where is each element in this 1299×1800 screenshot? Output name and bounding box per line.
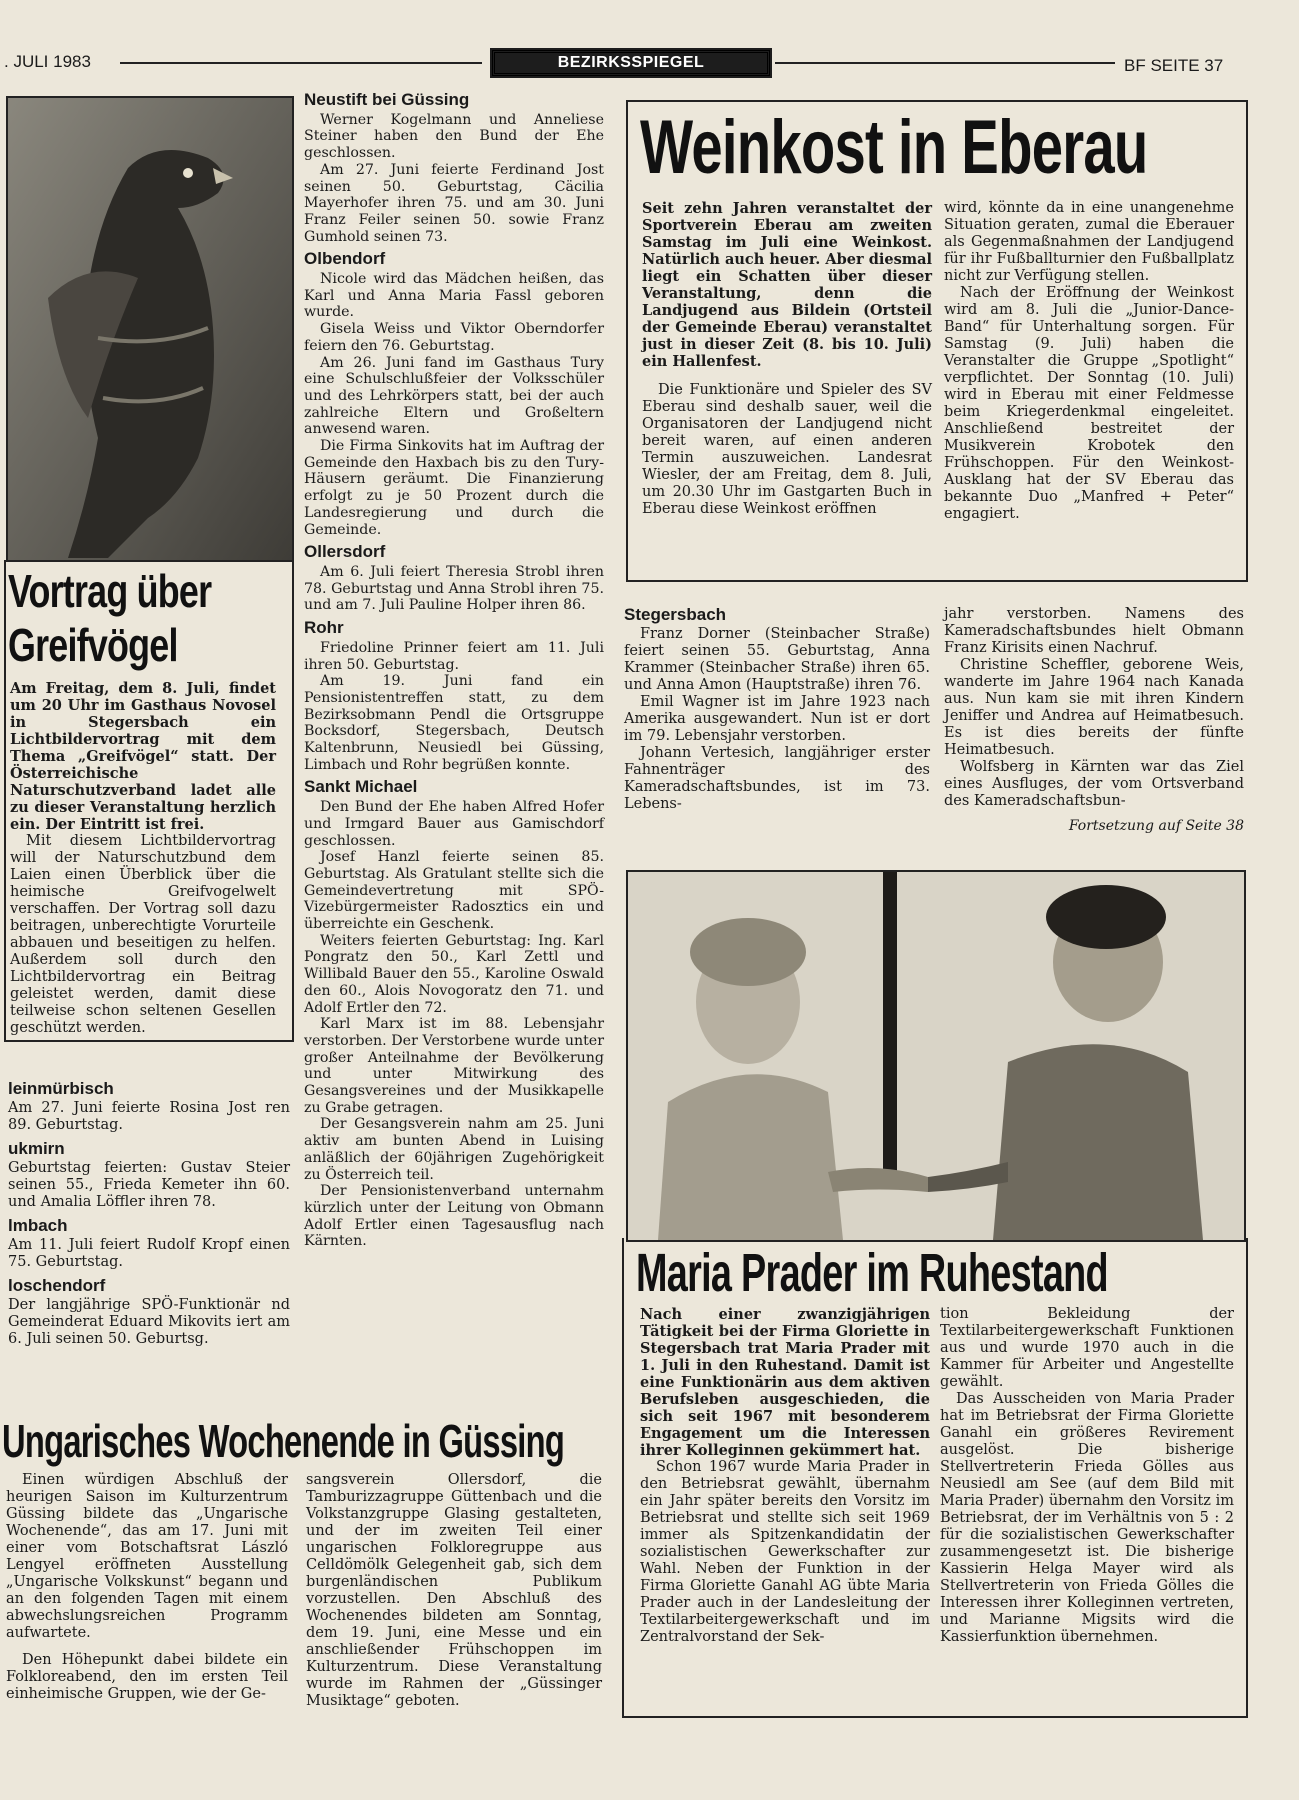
issue-date: . JULI 1983 [4, 52, 91, 71]
mid-loc-rohr: Rohr [304, 618, 344, 638]
mid-para: Gisela Weiss und Viktor Oberndorfer feiern den 76. Geburtstag. [304, 321, 604, 354]
two-women-handshake-icon [628, 872, 1244, 1240]
mid-para: Josef Hanzl feierte seinen 85. Geburtstag. Als Gratulant stellte sich die Gemeindevertretung mit SPÖ-Vizebürgermeister Radosztics ein und überreichte ein Geschenk. [304, 849, 604, 933]
prader-photo [626, 870, 1246, 1242]
left-text-2: Geburtstag feierten: Gustav Steier seinen 55., Frieda Kemeter ihn 60. und Amalia Löffler ihren 78. [8, 1160, 290, 1210]
ungarisch-p3: sangsverein Ollersdorf, die Tamburizzagruppe Güttenbach und die Volkstanzgruppe Glasing gestalteten, und der im zweiten Teil einer ungarischen Folkloregruppe aus Celldömölk Gelegenheit gab, sich dem burgenländischen Publikum vorzustellen. Den Abschluß des Wochenendes bildeten am Sonntag, dem 19. Juni, eine Messe und ein anschließender Frühschoppen im Kulturzentrum. Diese Veranstaltung wurde im Rahmen der „Güssinger Musiktage“ geboten. [306, 1472, 602, 1709]
mid-para: Nicole wird das Mädchen heißen, das Karl und Anna Maria Fassl geboren wurde. [304, 271, 604, 321]
left-short-notes [8, 1074, 290, 1348]
stegersbach-loc: Stegersbach [624, 605, 727, 624]
ungarisch-p1: Einen würdigen Abschluß der heurigen Saison im Kulturzentrum Güssing bildete das „Ungarische Wochenende“, das am 17. Juni mit einer vom Botschaftsrat László Lengyel eröffneten Ausstellung „Ungarische Volkskunst“ begann und an den folgenden Tagen mit einem abwechslungsreichen Programm aufwartete. [6, 1472, 288, 1641]
stegersbach-col-1 [624, 606, 930, 813]
ungarisch-headline: Ungarisches Wochenende in Güssing [2, 1415, 565, 1467]
ungarisch-col-1 [6, 1472, 288, 1703]
weinkost-col-2 [944, 200, 1234, 523]
prader-col-2 [940, 1306, 1234, 1646]
left-loc-1: leinmürbisch [8, 1079, 114, 1098]
mid-loc-sankt-michael: Sankt Michael [304, 777, 418, 797]
vortrag-text [10, 680, 276, 1037]
vortrag-headline-1: Vortrag über [8, 565, 212, 617]
weinkost-p2: wird, könnte da in eine unangenehme Situation geraten, zumal die Eberauer als Gegenmaßnahmen der Landjugend für ihr Fußballturnier den Fußballplatz nicht zur Verfügung stellen. [944, 200, 1234, 284]
weinkost-p3: Nach der Eröffnung der Weinkost wird am 8. Juli die „Junior-Dance-Band“ für Unterhaltung sorgen. Für Samstag (9. Juli) haben die Veranstalter die Gruppe „Spotlight“ verpflichtet. Der Sonntag (10. Juli) wird in Eberau mit einer Feldmesse beim Kriegerdenkmal eingeleitet. Anschließend bestreitet der Musikverein Krobotek den Frühschoppen. Für den Weinkost-Ausklang hat der SV Eberau das bekannte Duo „Manfred + Peter“ engagiert. [944, 285, 1234, 522]
left-text-1: Am 27. Juni feierte Rosina Jost ren 89. Geburtstag. [8, 1100, 290, 1133]
left-text-4: Der langjährige SPÖ-Funktionär nd Gemeinderat Eduard Mikovits iert am 6. Juli seinen 50. Geburtsg. [8, 1297, 290, 1347]
mid-para: Friedoline Prinner feiert am 11. Juli ihren 50. Geburtstag. [304, 639, 604, 673]
mid-para: Am 26. Juni fand im Gasthaus Tury eine Schulschlußfeier der Volksschüler und des Lehrkörpers statt, bei der auch zahlreiche Eltern und Großeltern anwesend waren. [304, 354, 604, 438]
left-loc-2: ukmirn [8, 1139, 65, 1158]
vortrag-headline-2: Greifvögel [8, 619, 178, 671]
ungarisch-col-2 [306, 1472, 602, 1710]
mid-para: Werner Kogelmann und Anneliese Steiner haben den Bund der Ehe geschlossen. [304, 111, 604, 162]
prader-lead: Nach einer zwanzigjährigen Tätigkeit bei der Firma Gloriette in Stegersbach trat Maria Prader mit 1. Juli in den Ruhestand. Damit ist eine Funktionärin aus dem aktiven Berufsleben ausgeschieden, die sich seit 1967 mit besonderem Engagement um die Interessen ihrer Kolleginnen gekümmert hat. [640, 1306, 930, 1459]
section-title: BEZIRKSSPIEGEL [492, 50, 770, 76]
weinkost-col-1 [642, 200, 932, 518]
left-loc-4: loschendorf [8, 1276, 106, 1295]
mid-para: Am 27. Juni feierte Ferdinand Jost seinen 50. Geburtstag, Cäcilia Mayerhofer ihren 75. und am 30. Juni Franz Feiler seinen 50. sowie Franz Gumhold seinen 73. [304, 161, 604, 245]
stegersbach-col-2 [944, 606, 1244, 835]
mid-para: Am 19. Juni fand ein Pensionistentreffen statt, zu dem Bezirksobmann Pendl die Ortsgruppe Bocksdorf, Stegersbach, Deutsch Kaltenbrunn, Neusiedl bei Güssing, Limbach und Rohr begrüßen konnte. [304, 673, 604, 773]
prader-headline: Maria Prader im Ruhestand [636, 1243, 1108, 1303]
mid-para: Der Pensionistenverband unternahm kürzlich unter der Leitung von Obmann Adolf Ertler einen Tagesausflug nach Kärnten. [304, 1183, 604, 1250]
mid-loc-ollersdorf: Ollersdorf [304, 542, 386, 562]
stegersbach-p2: Emil Wagner ist im Jahre 1923 nach Amerika ausgewandert. Nun ist er dort im 79. Lebensjahr verstorben. [624, 694, 930, 744]
mid-para: Die Firma Sinkovits hat im Auftrag der Gemeinde den Haxbach bis zu den Tury-Häusern geräumt. Die Finanzierung erfolgt zu je 50 Prozent durch die Landesregierung und durch die Gemeinde. [304, 438, 604, 538]
mid-para: Karl Marx ist im 88. Lebensjahr verstorben. Der Verstorbene wurde unter großer Anteilnahme der Bevölkerung und unter Mitwirkung des Gesangsvereines und der Musikkapelle zu Grabe getragen. [304, 1016, 604, 1116]
continuation-note: Fortsetzung auf Seite 38 [1068, 818, 1244, 834]
prader-p2: tion Bekleidung der Textilarbeitergewerkschaft Funktionen aus und wurde 1970 auch in die Kammer für Arbeiter und Angestellte gewählt. [940, 1306, 1234, 1390]
bird-of-prey-icon [8, 98, 292, 560]
mid-para: Am 6. Juli feiert Theresia Strobl ihren 78. Geburtstag und Anna Strobl ihren 75. und am 7. Juli Pauline Holper ihren 86. [304, 563, 604, 614]
header-rule-right [775, 62, 1115, 64]
page-number: BF SEITE 37 [1124, 56, 1224, 75]
stegersbach-p6: Wolfsberg in Kärnten war das Ziel eines Ausfluges, der vom Ortsverband des Kameradschaftsbun- [944, 759, 1244, 809]
weinkost-lead: Seit zehn Jahren veranstaltet der Sportverein Eberau am zweiten Samstag im Juli eine Weinkost. Natürlich auch heuer. Aber diesmal liegt ein Schatten über dieser Veranstaltung, denn die Landjugend aus Bildein (Ortsteil der Gemeinde Eberau) veranstaltet just in dieser Zeit (8. bis 10. Juli) ein Hallenfest. [642, 200, 932, 370]
vortrag-body: Mit diesem Lichtbildervortrag will der Naturschutzbund dem Laien einen Überblick über die heimische Greifvogelwelt verschaffen. Der Vortrag soll dazu beitragen, unberechtigte Vorurteile abbauen und beseitigen zu helfen. Außerdem soll durch den Lichtbildervortrag ein Beitrag geleistet werden, damit diese teilweise schon seltenen Gesellen geschützt werden. [10, 833, 276, 1036]
vortrag-intro: Am Freitag, dem 8. Juli, findet um 20 Uhr im Gasthaus Novosel in Stegersbach ein Lichtbildervortrag mit dem Thema „Greifvögel“ statt. Der Österreichische Naturschutzverband ladet alle zu dieser Veranstaltung herzlich ein. Der Eintritt ist frei. [10, 680, 276, 833]
stegersbach-p5: Christine Scheffler, geborene Weis, wanderte im Jahre 1964 nach Kanada aus. Nun kam sie mit ihren Kindern Jeniffer und Andrea auf Heimatbesuch. Es ist dies bereits der fünfte Heimatbesuch. [944, 657, 1244, 758]
mid-para: Der Gesangsverein nahm am 25. Juni aktiv am bunten Abend in Luising anläßlich der 60jährigen Zugehörigkeit zu Österreich teil. [304, 1116, 604, 1183]
ungarisch-p2: Den Höhepunkt dabei bildete ein Folkloreabend, den im ersten Teil einheimische Gruppen, wie der Ge- [6, 1652, 288, 1702]
stegersbach-p4: jahr verstorben. Namens des Kameradschaftsbundes hielt Obmann Franz Kirisits einen Nachruf. [944, 606, 1244, 656]
left-loc-3: lmbach [8, 1216, 68, 1235]
prader-col-1 [640, 1306, 930, 1646]
stegersbach-p3: Johann Vertesich, langjähriger erster Fahnenträger des Kameradschaftsbundes, ist im 73. Lebens- [624, 745, 930, 812]
bird-photo [6, 96, 294, 562]
mid-loc-neustift: Neustift bei Güssing [304, 90, 470, 109]
stegersbach-p1: Franz Dorner (Steinbacher Straße) feiert seinen 55. Geburtstag, Anna Krammer (Steinbacher Straße) ihren 65. und Anna Amon (Hauptstraße) ihren 76. [624, 626, 930, 693]
header-rule-left [120, 62, 482, 64]
mid-para: Weiters feierten Geburtstag: Ing. Karl Pongratz den 50., Karl Zettl und Willibald Bauer den 55., Karoline Oswald den 60., Alois Novogoratz den 71. und Adolf Ertler den 72. [304, 932, 604, 1016]
left-text-3: Am 11. Juli feiert Rudolf Kropf einen 75. Geburtstag. [8, 1237, 290, 1270]
weinkost-headline: Weinkost in Eberau [640, 105, 1148, 190]
prader-p3: Das Ausscheiden von Maria Prader hat im Betriebsrat der Firma Gloriette Ganahl ein größeres Revirement ausgelöst. Die bisherige Stellvertreterin Frieda Gölles aus Neusiedl am See (auf dem Bild mit Maria Prader) übernahm den Vorsitz im Betriebsrat, der im Verhältnis von 5 : 2 für die sozialistischen Gewerkschafter zusammengesetzt ist. Die bisherige Kassierin Helga Mayer wird als Stellvertreterin von Frieda Gölles die Interessen ihrer Kolleginnen vertreten, und Marianne Migsits wird die Kassierfunktion übernehmen. [940, 1391, 1234, 1645]
middle-column [304, 92, 604, 1250]
mid-loc-olbendorf: Olbendorf [304, 249, 386, 269]
prader-p1: Schon 1967 wurde Maria Prader in den Betriebsrat gewählt, übernahm ein Jahr später bereits den Vorsitz im Betriebsrat und stellte sich seit 1969 immer als Spitzenkandidatin der sozialistischen Gewerkschafter zur Wahl. Neben der Funktion in der Firma Gloriette Ganahl AG übte Maria Prader auch in der Landesleitung der Textilarbeitergewerkschaft und im Zentralvorstand der Sek- [640, 1459, 930, 1645]
mid-para: Den Bund der Ehe haben Alfred Hofer und Irmgard Bauer aus Gamischdorf geschlossen. [304, 799, 604, 849]
weinkost-p1: Die Funktionäre und Spieler des SV Eberau sind deshalb sauer, weil die Organisatoren der Landjugend nicht bereit waren, auf einen anderen Termin auszuweichen. Landesrat Wiesler, der am Freitag, dem 8. Juli, um 20.30 Uhr im Gastgarten Buch in Eberau diese Weinkost eröffnen [642, 382, 932, 517]
